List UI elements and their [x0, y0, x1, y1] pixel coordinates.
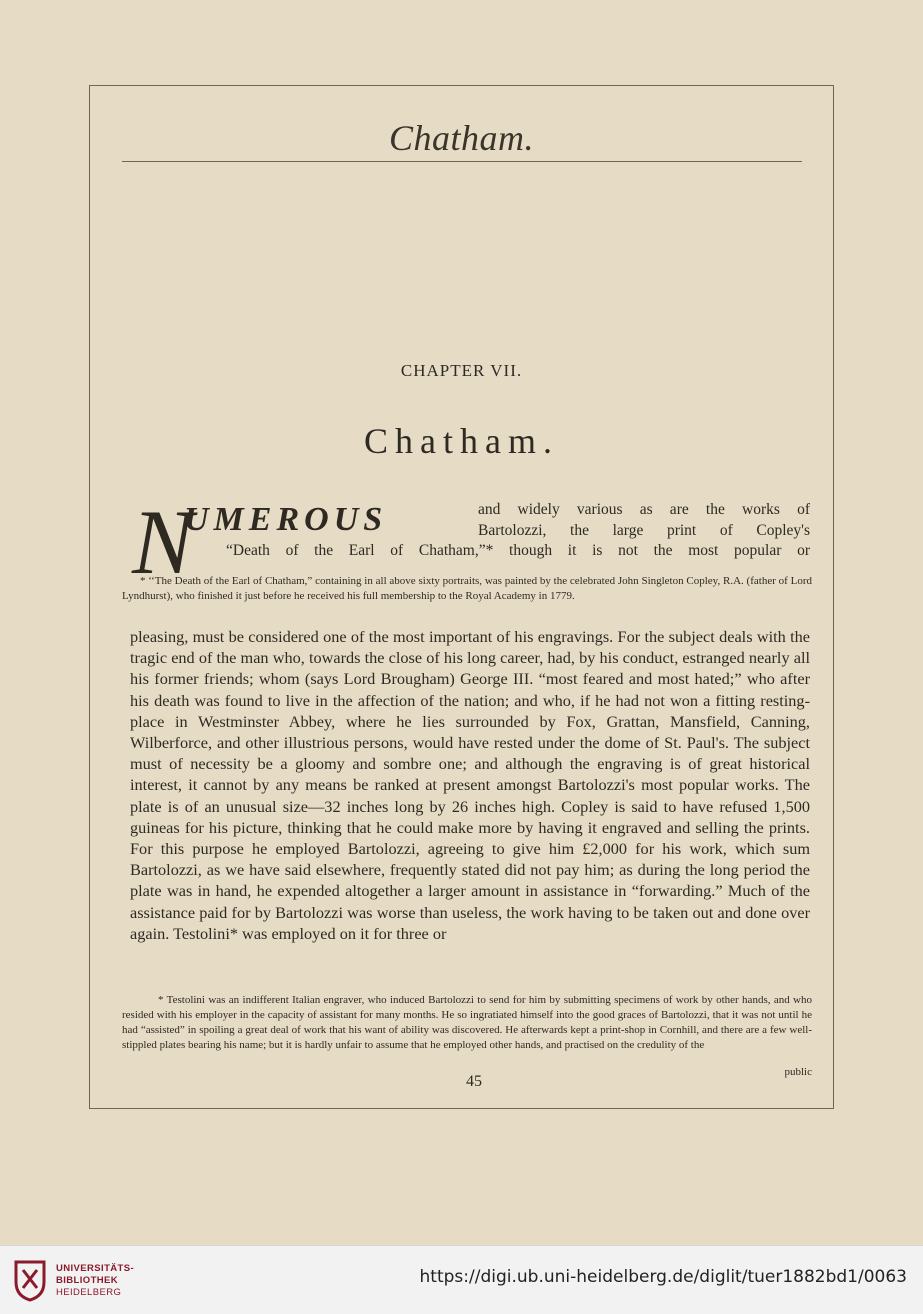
opening-lines — [478, 499, 810, 541]
viewer-footer — [0, 1245, 923, 1314]
footnote-testolini: * Testolini was an indifferent Italian engraver, who induced Bartolozzi to send for him by submitting specimens of work by other hands, and who resided with his employer in the capacity of assistant for many months. He so ingratiated himself into the good graces of Bartolozzi, that it was not until he had “assisted” in spoiling a great deal of work that his want of ability was discovered. He afterwards kept a print-shop in Cornhill, and there are a few well-stippled plates bearing his name; but it is hardly unfair to assume that he employed other hands, and practised on the credulity of the — [122, 994, 812, 1051]
university-seal-icon[interactable] — [10, 1258, 50, 1302]
institution-name: UNIVERSITÄTS- BIBLIOTHEK HEIDELBERG — [56, 1263, 135, 1298]
drop-cap-word: UMEROUS — [184, 501, 388, 538]
opening-line: Bartolozzi, the large print of Copley's — [478, 522, 810, 539]
chapter-title: Chatham. — [364, 421, 559, 461]
catchword: public — [784, 1066, 812, 1078]
body-paragraph: pleasing, must be considered one of the most important of his engravings. For the subject deals with the tragic end of the man who, towards the close of his long career, had, by his conduct, estranged nearly all his former friends; whom (says Lord Brougham) George III. “most feared and most hated;” who after his death was found to live in the affection of the nation; and who, if he had not won a fitting resting-place in Westminster Abbey, where he lies surrounded by Fox, Grattan, Mansfield, Canning, Wilberforce, and other illustrious persons, would have rested under the dome of St. Paul's. The subject must of necessity be a gloomy and sombre one; and although the engraving is of great historical interest, it cannot by any means be ranked at present amongst Bartolozzi's most popular works. The plate is of an unusual size—32 inches long by 26 inches high. Copley is said to have refused 1,500 guineas for his picture, thinking that he could make more by having it engraved and selling the prints. For this purpose he employed Bartolozzi, agreeing to give him £2,000 for his work, which sum Bartolozzi, as we have said elsewhere, frequently stated did not pay him; as during the long period the plate was in hand, he expended altogether a larger amount in assistance in “forwarding.” Much of the assistance paid for by Bartolozzi was worse than useless, the work having to be taken out and done over again. Testolini* was employed on it for three or — [130, 627, 810, 943]
running-head: Chatham. — [388, 118, 534, 158]
drop-cap-initial: N — [132, 491, 194, 593]
permalink-url[interactable]: https://digi.ub.uni-heidelberg.de/diglit/tuer1882bd1/0063 — [419, 1267, 907, 1287]
opening-line: and widely various as are the works of — [478, 501, 810, 518]
page-number: 45 — [466, 1073, 482, 1090]
opening-line-three: “Death of the Earl of Chatham,”* though it is not the most popular or — [226, 542, 810, 559]
footnote-copley: * ‘‘The Death of the Earl of Chatham,” containing in all above sixty portraits, was painted by the celebrated John Singleton Copley, R.A. (father of Lord Lyndhurst), who finished it just before he received his full membership to the Royal Academy in 1779. — [122, 575, 812, 602]
chapter-label: CHAPTER VII. — [400, 361, 523, 380]
header-rule — [122, 161, 802, 162]
